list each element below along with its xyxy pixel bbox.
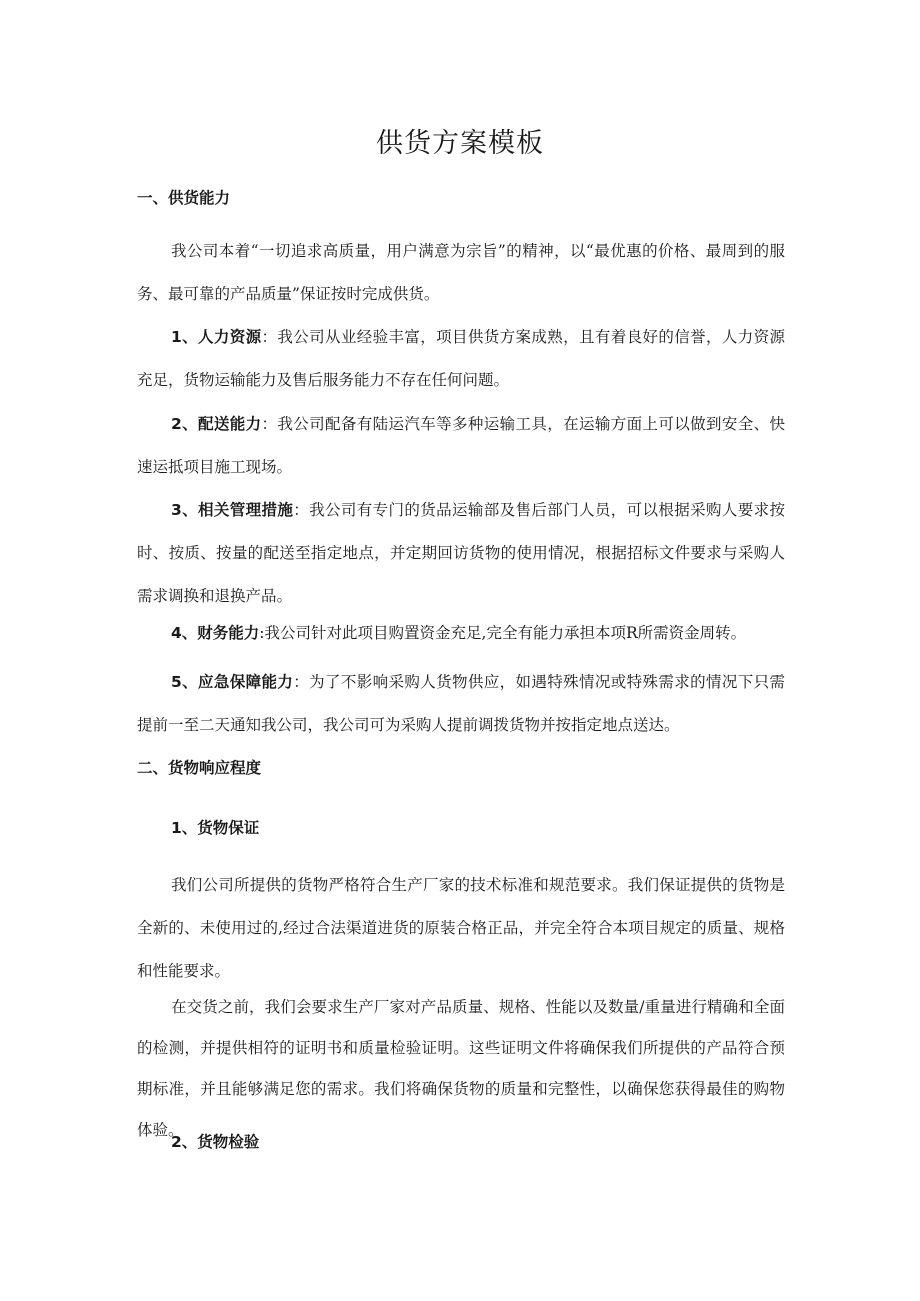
item-lead-emergency-support: 5、应急保障能力 [171, 673, 294, 691]
item-text-financial-capability: :我公司针对此项目购置资金充足,完全有能力承担本项R所需资金周转。 [259, 624, 747, 642]
subheading-goods-inspection: 2、货物检验 [171, 1133, 260, 1151]
document-title: 供货方案模板 [376, 128, 544, 159]
paragraph-financial-capability [137, 612, 785, 655]
section-heading-goods-response: 二、货物响应程度 [137, 759, 262, 777]
paragraph-human-resources [137, 316, 785, 402]
item-text-human-resources: ：我公司从业经验丰富，项目供货方案成熟，且有着良好的信誉，人力资源充足，货物运输能力及售后服务能力不存在任何问题。 [137, 328, 785, 389]
paragraph-intro: 我公司本着“一切追求高质量，用户满意为宗旨”的精神，以“最优惠的价格、最周到的服务、最可靠的产品质量”保证按时完成供货。 [137, 242, 785, 303]
item-text-management-measures: ：我公司有专门的货品运输部及售后部门人员，可以根据采购人要求按时、按质、按量的配送至指定地点，并定期回访货物的使用情况，根据招标文件要求与采购人需求调换和退换产品。 [137, 501, 785, 605]
item-text-emergency-support: ：为了不影响采购人货物供应，如遇特殊情况或特殊需求的情况下只需提前一至二天通知我公司，我公司可为采购人提前调拨货物并按指定地点送达。 [137, 673, 785, 734]
paragraph-management-measures [137, 489, 785, 618]
item-lead-financial-capability: 4、财务能力 [171, 624, 260, 642]
subheading-goods-guarantee: 1、货物保证 [171, 819, 260, 837]
item-text-delivery-capability: ：我公司配备有陆运汽车等多种运输工具，在运输方面上可以做到安全、快速运抵项目施工现场。 [137, 415, 785, 476]
paragraph-delivery-capability [137, 403, 785, 489]
item-lead-delivery-capability: 2、配送能力 [171, 415, 262, 433]
paragraph-emergency-support [137, 661, 785, 747]
paragraph-goods-guarantee: 我们公司所提供的货物严格符合生产厂家的技术标准和规范要求。我们保证提供的货物是全新的、未使用过的,经过合法渠道进货的原装合格正品，并完全符合本项目规定的质量、规格和性能要求。 [137, 876, 785, 980]
item-lead-human-resources: 1、人力资源 [171, 328, 262, 346]
paragraph-pre-delivery-inspection: 在交货之前，我们会要求生产厂家对产品质量、规格、性能以及数量/重量进行精确和全面的检测，并提供相符的证明书和质量检验证明。这些证明文件将确保我们所提供的产品符合预期标准，并且能够满足您的需求。我们将确保货物的质量和完整性，以确保您获得最佳的购物体验。 [137, 998, 785, 1139]
item-lead-management-measures: 3、相关管理措施 [171, 501, 294, 519]
section-heading-supply-capability: 一、供货能力 [137, 189, 231, 207]
